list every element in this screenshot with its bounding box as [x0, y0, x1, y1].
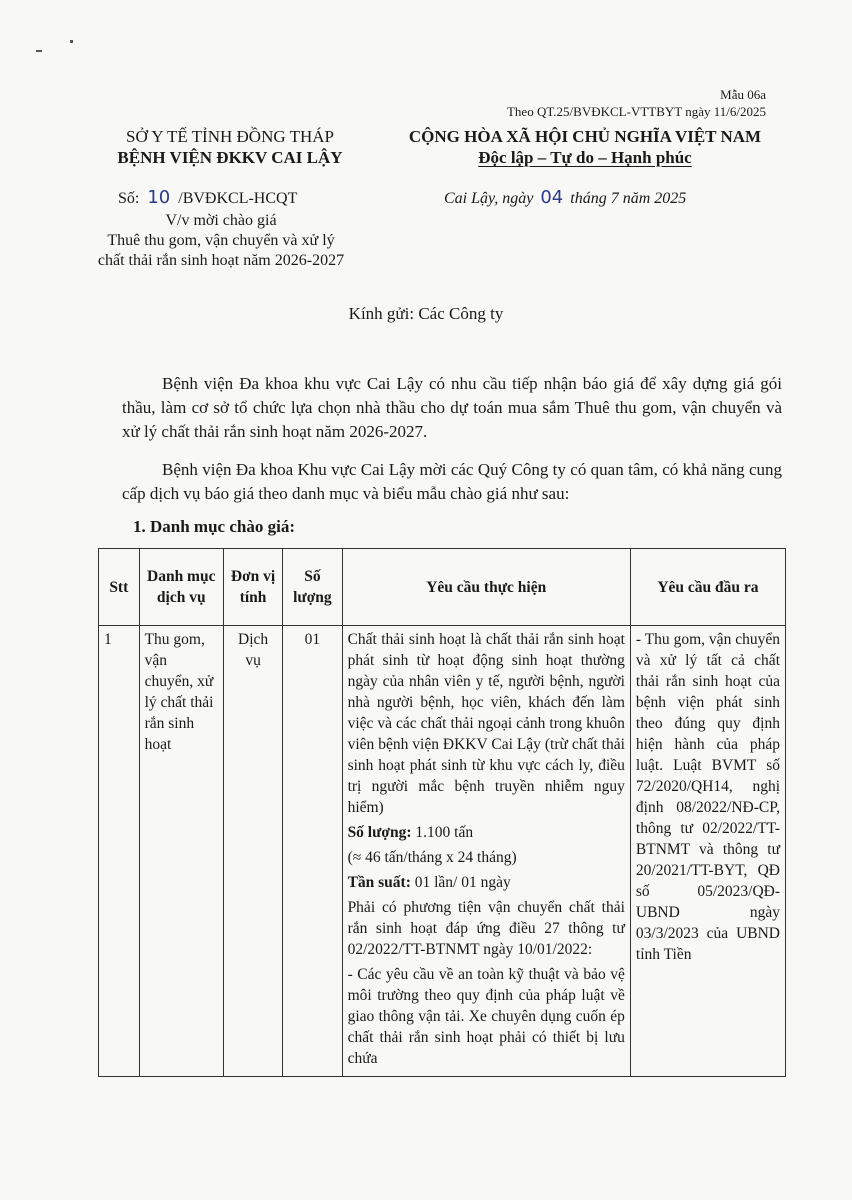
cell-output: - Thu gom, vận chuyển và xử lý tất cả chất thải rắn sinh hoạt của bệnh viện phát sinh theo đúng quy định hiện hành của pháp luật. Luật BVMT số 72/2020/QH14, nghị định 08/2022/NĐ-CP, thông tư 02/2022/TT-BTNMT và thông tư 20/2021/TT-BYT, QĐ số 05/2023/QĐ-UBND ngày 03/3/2023 của UBND tỉnh Tiền: [630, 626, 785, 1077]
document-subject: [66, 211, 376, 271]
date-after: tháng 7 năm 2025: [570, 190, 687, 207]
scan-speck: [36, 50, 42, 52]
quotation-table: [98, 548, 786, 1077]
table-header-row: [99, 549, 786, 626]
nation-motto: Độc lập – Tự do – Hạnh phúc: [478, 148, 692, 167]
quantity-label: Số lượng:: [347, 824, 412, 841]
form-code-number: Mẫu 06a: [720, 87, 766, 102]
table-row: [99, 626, 786, 1077]
header-stt: Stt: [99, 549, 140, 626]
header-requirements: Yêu cầu thực hiện: [342, 549, 630, 626]
doc-number-handwritten: 10: [147, 187, 171, 208]
subject-line-3: chất thải rắn sinh hoạt năm 2026-2027: [97, 252, 345, 269]
greeting: Kính gửi: Các Công ty: [348, 304, 504, 323]
header-unit: Đơn vị tính: [223, 549, 282, 626]
scan-speck: [70, 40, 73, 43]
date-day-handwritten: 04: [540, 187, 564, 208]
section-title: 1. Danh mục chào giá:: [133, 517, 295, 536]
header-output: Yêu cầu đầu ra: [630, 549, 785, 626]
cell-unit: Dịch vụ: [223, 626, 282, 1077]
form-code: [386, 86, 766, 120]
doc-number-suffix: /BVĐKCL-HCQT: [178, 190, 298, 207]
cell-stt: 1: [99, 626, 140, 1077]
doc-number-prefix: Số:: [118, 190, 140, 207]
frequency-value: 01 lần/ 01 ngày: [410, 874, 511, 891]
cell-quantity: 01: [283, 626, 342, 1077]
subject-line-1: V/v mời chào giá: [165, 212, 277, 229]
requirement-quantity: [348, 822, 625, 843]
paragraph-2-text: Bệnh viện Đa khoa Khu vực Cai Lậy mời các Quý Công ty có quan tâm, có khả năng cung cấp dịch vụ báo giá theo danh mục và biểu mẫu chào giá như sau:: [122, 460, 782, 503]
header-category: Danh mục dịch vụ: [139, 549, 223, 626]
header-quantity: Số lượng: [283, 549, 342, 626]
issuer-header: [60, 126, 400, 168]
paragraph-2: [122, 458, 782, 506]
requirement-frequency: [348, 872, 625, 893]
issuer-hospital: BỆNH VIỆN ĐKKV CAI LẬY: [117, 148, 343, 167]
requirement-description: Chất thải sinh hoạt là chất thải rắn sinh hoạt phát sinh từ hoạt động sinh hoạt thường ngày của nhân viên y tế, người bệnh, người nhà người bệnh, học viên, khách đến làm việc và các chất thải ngoại cảnh trong khuôn viên bệnh viện ĐKKV Cai Lậy (trừ chất thải sinh hoạt phát sinh từ khu vực cách ly, điều trị người mắc bệnh truyền nhiễm nguy hiểm): [347, 631, 625, 816]
issue-date: [444, 187, 686, 208]
requirement-safety: - Các yêu cầu về an toàn kỹ thuật và bảo vệ môi trường theo quy định của pháp luật về giao thông vận tải. Xe chuyên dụng cuốn ép chất thải rắn sinh hoạt phải có thiết bị lưu chứa: [347, 966, 625, 1067]
issuer-department: SỞ Y TẾ TỈNH ĐỒNG THÁP: [126, 127, 334, 146]
date-before: Cai Lậy, ngày: [444, 190, 534, 207]
requirement-quantity-note: (≈ 46 tấn/tháng x 24 tháng): [347, 849, 517, 866]
cell-requirements: [342, 626, 630, 1077]
frequency-label: Tần suất:: [347, 874, 411, 891]
paragraph-1: [122, 372, 782, 444]
subject-line-2: Thuê thu gom, vận chuyển và xử lý: [107, 232, 335, 249]
document-number: [118, 187, 297, 208]
nation-title: CỘNG HÒA XÃ HỘI CHỦ NGHĨA VIỆT NAM: [408, 127, 762, 146]
quantity-value: 1.100 tấn: [411, 824, 474, 841]
cell-category: Thu gom, vận chuyển, xử lý chất thải rắn sinh hoạt: [139, 626, 223, 1077]
form-code-reference: Theo QT.25/BVĐKCL-VTTBYT ngày 11/6/2025: [506, 104, 766, 119]
requirement-vehicle: Phải có phương tiện vận chuyển chất thải rắn sinh hoạt đáp ứng điều 27 thông tư 02/2022/TT-BTNMT ngày 10/01/2022:: [347, 899, 625, 958]
national-header: [380, 126, 790, 168]
paragraph-1-text: Bệnh viện Đa khoa khu vực Cai Lậy có nhu cầu tiếp nhận báo giá để xây dựng giá gói thầu, làm cơ sở tổ chức lựa chọn nhà thầu cho dự toán mua sắm Thuê thu gom, vận chuyển và xử lý chất thải rắn sinh hoạt năm 2026-2027.: [122, 374, 782, 441]
